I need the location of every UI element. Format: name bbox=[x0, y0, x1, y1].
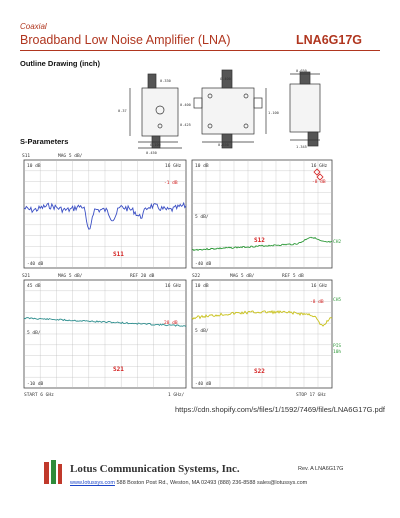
product-category: Coaxial bbox=[20, 22, 47, 31]
dim-label: 0.650 bbox=[218, 143, 229, 147]
trace-label-s12: S12 bbox=[254, 237, 265, 244]
scale-label: 5 dB/ bbox=[195, 329, 209, 334]
marker-value: -8 dB bbox=[310, 300, 324, 305]
side-view-body bbox=[202, 88, 254, 134]
freq-label: 16 GHz bbox=[311, 284, 328, 289]
scale-label: 5 dB/ bbox=[195, 215, 209, 220]
hdr-ref: REF 20 dB bbox=[130, 274, 155, 279]
trace-label-s11: S11 bbox=[113, 251, 124, 258]
ref-level: 45 dB bbox=[27, 284, 41, 289]
marker-value: -1 dB bbox=[164, 181, 178, 186]
ref-level: 10 dB bbox=[195, 164, 209, 169]
channel-label: PIS bbox=[333, 344, 342, 349]
trace-label-s21: S21 bbox=[113, 366, 124, 373]
hdr-scale: MAG 5 dB/ bbox=[58, 154, 83, 159]
dim-label: 0.100 bbox=[150, 143, 161, 147]
channel-label: CH2 bbox=[333, 240, 342, 245]
ref-level: 10 dB bbox=[195, 284, 209, 289]
dim-label: 1.345 bbox=[296, 145, 307, 149]
company-name: Lotus Communication Systems, Inc. bbox=[70, 463, 240, 475]
bottom-level: -40 dB bbox=[27, 262, 44, 267]
dim-label: 0.330 bbox=[160, 79, 171, 83]
revision: Rev. A LNA6G17G bbox=[298, 466, 344, 472]
hdr-ref: REF 5 dB bbox=[282, 274, 304, 279]
top-view-body bbox=[290, 84, 320, 132]
freq-label: 16 GHz bbox=[165, 164, 182, 169]
marker-value: 28 dB bbox=[164, 321, 178, 326]
bottom-level: -40 dB bbox=[195, 382, 212, 387]
ref-level: 10 dB bbox=[27, 164, 41, 169]
hdr-scale: MAG 5 dB/ bbox=[58, 274, 83, 279]
hdr-scale: MAG 5 dB/ bbox=[230, 274, 255, 279]
span-label: 1 GHz/ bbox=[168, 393, 185, 398]
trace-label-s22: S22 bbox=[254, 368, 265, 375]
start-freq: START 6 GHz bbox=[24, 393, 54, 398]
model-number: LNA6G17G bbox=[296, 33, 362, 47]
sparam-display bbox=[20, 150, 350, 398]
dim-label: 1.100 bbox=[268, 111, 279, 115]
bottom-level: -40 dB bbox=[195, 262, 212, 267]
freq-label: 16 GHz bbox=[165, 284, 182, 289]
stop-freq: STOP 17 GHz bbox=[296, 393, 326, 398]
outline-heading: Outline Drawing (inch) bbox=[20, 59, 100, 68]
dim-label: 0.400 bbox=[220, 77, 231, 81]
channel-label: 10h bbox=[333, 350, 342, 355]
front-view-body bbox=[142, 88, 178, 136]
hdr-ch: S21 bbox=[22, 274, 31, 279]
marker-value: -8 dB bbox=[312, 180, 326, 185]
source-url[interactable]: https://cdn.shopify.com/s/files/1/1592/7469/files/LNA6G17G.pdf bbox=[175, 405, 385, 414]
dim-label: 0.425 bbox=[180, 123, 191, 127]
bottom-level: -10 dB bbox=[27, 382, 44, 387]
sparams-heading: S-Parameters bbox=[20, 137, 69, 146]
freq-label: 16 GHz bbox=[311, 164, 328, 169]
contact-line bbox=[70, 480, 307, 486]
dim-label: 0.450 bbox=[146, 151, 157, 154]
dim-label: 0.650 bbox=[296, 69, 307, 73]
outline-drawing bbox=[90, 66, 350, 154]
lotus-logo-icon bbox=[42, 458, 64, 488]
dim-label: 0.37 bbox=[118, 109, 127, 113]
channel-label: CH5 bbox=[333, 298, 342, 303]
website-link[interactable]: www.lotussys.com bbox=[70, 480, 115, 486]
scale-label: 5 dB/ bbox=[27, 331, 41, 336]
hdr-ch: S22 bbox=[192, 274, 201, 279]
hdr-ch: S11 bbox=[22, 154, 31, 159]
header-rule bbox=[20, 50, 380, 51]
product-title: Broadband Low Noise Amplifier (LNA) bbox=[20, 33, 231, 47]
dim-label: 0.400 bbox=[180, 103, 191, 107]
address-text: 588 Boston Post Rd., Weston, MA 02493 (888) 236-8588 sales@lotussys.com bbox=[114, 480, 308, 486]
front-connector-top bbox=[148, 74, 156, 88]
top-connector-bottom bbox=[308, 132, 318, 146]
